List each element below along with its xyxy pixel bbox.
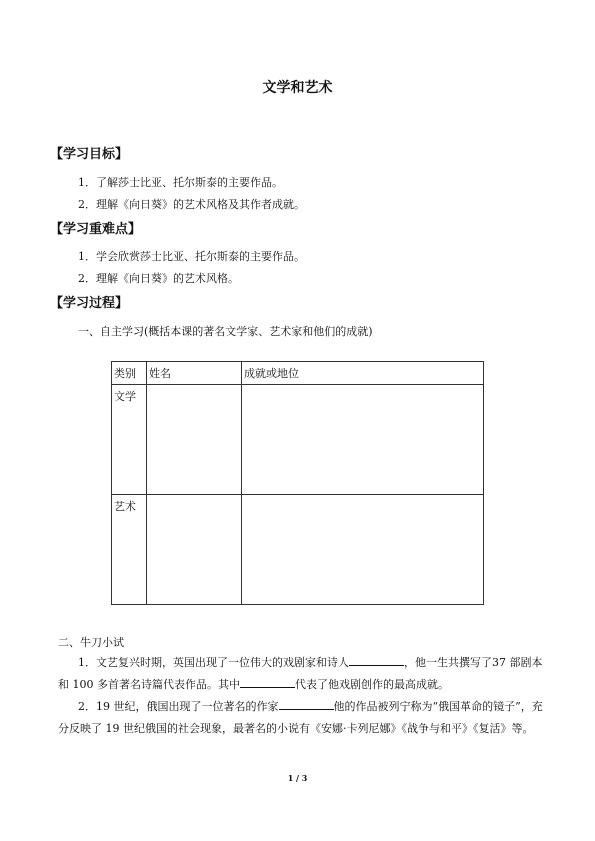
header-name: 姓名 [147, 362, 242, 385]
cell-category-literature: 文学 [112, 385, 147, 495]
objective-item-2: 2．理解《向日葵》的艺术风格及其作者成就。 [78, 198, 305, 211]
question-1-part-b: ，他一生共撰写了37 部剧本和 100 多首著名诗篇代表作品。其中 [58, 656, 543, 691]
self-study-instruction: 一、自主学习(概括本课的著名文学家、艺术家和他们的成就) [78, 325, 373, 338]
key-point-item-2: 2．理解《向日葵》的艺术风格。 [78, 272, 239, 285]
cell-category-art: 艺术 [112, 495, 147, 605]
cell-name[interactable] [147, 495, 242, 605]
question-2 [58, 696, 548, 740]
process-heading: 【学习过程】 [50, 296, 129, 311]
answer-blank-3[interactable] [279, 697, 334, 710]
answer-blank-2[interactable] [240, 675, 295, 688]
header-category: 类别 [112, 362, 147, 385]
achievement-table [111, 361, 484, 605]
question-1-part-c: 代表了他戏剧创作的最高成就。 [295, 678, 449, 691]
table-header-row [112, 362, 484, 385]
cell-achievement[interactable] [242, 385, 484, 495]
key-point-item-1: 1．学会欣赏莎士比亚、托尔斯泰的主要作品。 [78, 250, 305, 263]
question-1-part-a: 1．文艺复兴时期，英国出现了一位伟大的戏剧家和诗人 [78, 656, 349, 669]
practice-heading: 二、牛刀小试 [58, 636, 124, 649]
table-row [112, 495, 484, 605]
question-2-part-b: 他的作品被列宁称为“俄国革命的镜子”，充分反映了 19 世纪俄国的社会现象，最著名的小说有《安娜·卡列尼娜》《战争与和平》《复活》等。 [58, 700, 543, 735]
page-title: 文学和艺术 [262, 80, 333, 96]
table-row [112, 385, 484, 495]
objectives-heading: 【学习目标】 [50, 147, 129, 162]
question-1 [58, 652, 548, 696]
objective-item-1: 1．了解莎士比亚、托尔斯泰的主要作品。 [78, 176, 283, 189]
question-2-part-a: 2．19 世纪，俄国出现了一位著名的作家 [78, 700, 279, 713]
answer-blank-1[interactable] [349, 653, 404, 666]
cell-name[interactable] [147, 385, 242, 495]
header-achievement: 成就或地位 [242, 362, 484, 385]
page-number: 1 / 3 [287, 773, 308, 783]
key-points-heading: 【学习重难点】 [50, 222, 142, 237]
cell-achievement[interactable] [242, 495, 484, 605]
